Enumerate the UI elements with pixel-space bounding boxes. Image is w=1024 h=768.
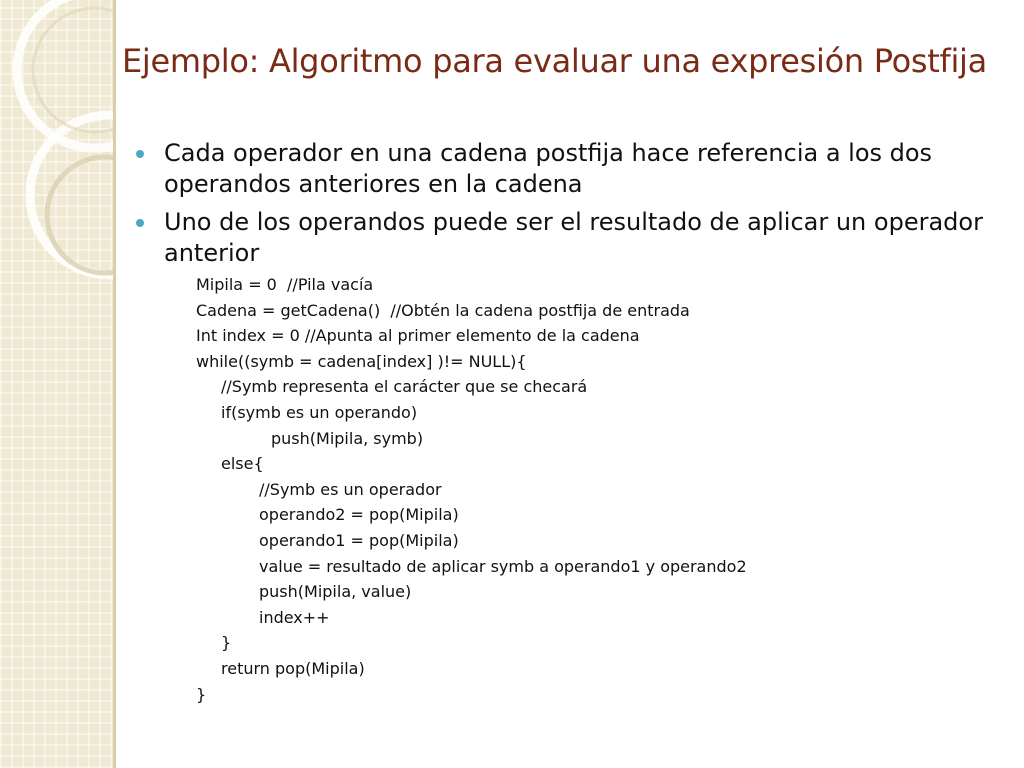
code-line: if(symb es un operando) bbox=[221, 402, 418, 422]
decorative-sidebar bbox=[0, 0, 113, 768]
code-line: while((symb = cadena[index] )!= NULL){ bbox=[196, 351, 527, 371]
bullet-dot-icon bbox=[136, 150, 144, 158]
sidebar-divider bbox=[113, 0, 116, 768]
code-line: Int index = 0 //Apunta al primer elemento de la cadena bbox=[196, 326, 640, 346]
code-line: value = resultado de aplicar symb a operando1 y operando2 bbox=[259, 556, 747, 576]
code-line: } bbox=[196, 684, 207, 704]
code-line: return pop(Mipila) bbox=[221, 658, 365, 678]
code-line: push(Mipila, value) bbox=[259, 582, 412, 602]
bullet-text: Cada operador en una cadena postfija hace referencia a los dos operandos anteriores en la cadena bbox=[164, 139, 933, 198]
bullet-list bbox=[136, 138, 996, 276]
code-line: push(Mipila, symb) bbox=[271, 428, 424, 448]
bullet-item bbox=[136, 207, 996, 269]
code-line: Cadena = getCadena() //Obtén la cadena postfija de entrada bbox=[196, 300, 690, 320]
bullet-item bbox=[136, 138, 996, 200]
bullet-dot-icon bbox=[136, 219, 144, 227]
code-line: else{ bbox=[221, 454, 264, 474]
code-line: //Symb es un operador bbox=[259, 479, 442, 499]
code-line: operando1 = pop(Mipila) bbox=[259, 530, 459, 550]
slide-title: Ejemplo: Algoritmo para evaluar una expresión Postfija bbox=[122, 42, 987, 80]
code-line: //Symb representa el carácter que se checará bbox=[221, 377, 588, 397]
code-line: } bbox=[221, 633, 232, 653]
pseudocode-block bbox=[196, 272, 976, 707]
code-line: Mipila = 0 //Pila vacía bbox=[196, 275, 374, 294]
bullet-text: Uno de los operandos puede ser el resultado de aplicar un operador anterior bbox=[164, 208, 983, 267]
code-line: index++ bbox=[259, 607, 330, 627]
decorative-circles bbox=[0, 0, 113, 768]
code-line: operando2 = pop(Mipila) bbox=[259, 505, 459, 525]
